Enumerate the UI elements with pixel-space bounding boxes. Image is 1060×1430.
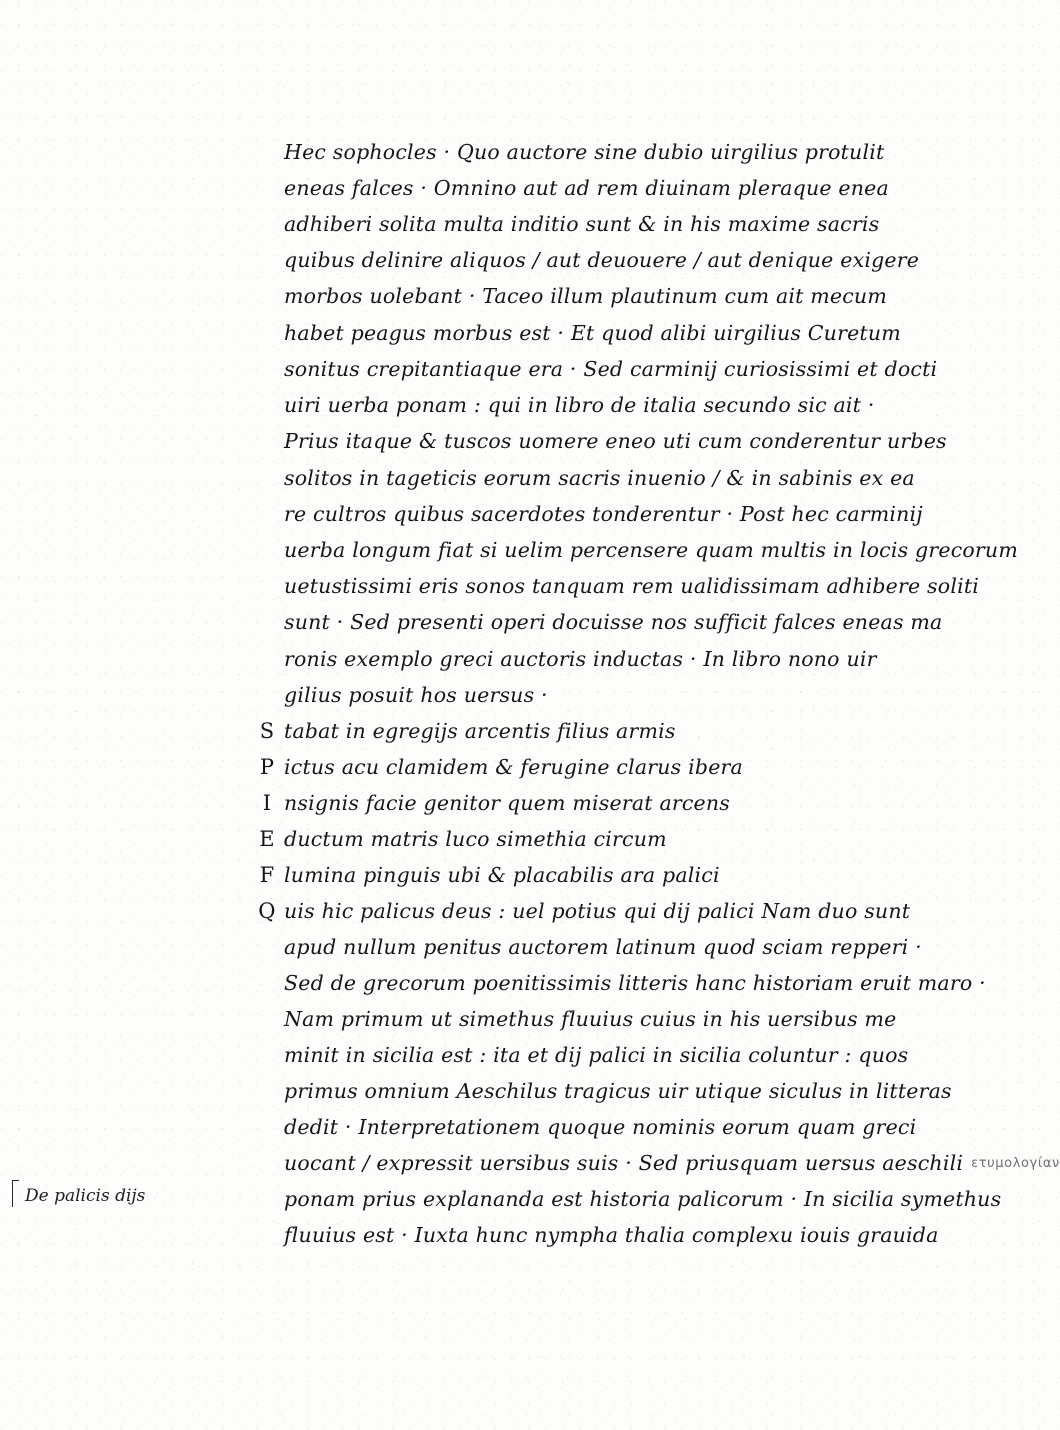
text-line: Prius itaque & tuscos uomere eneo uti cum conderentur urbes (284, 429, 947, 453)
text-line: morbos uolebant · Taceo illum plautinum cum ait mecum (284, 284, 887, 308)
verse-text: ductum matris luco simethia circum (284, 827, 667, 851)
text-line: ronis exemplo greci auctoris inductas · In libro nono uir (284, 647, 877, 671)
text-line: habet peagus morbus est · Et quod alibi uirgilius Curetum (284, 321, 901, 345)
text-line: sunt · Sed presenti operi docuisse nos sufficit falces eneas ma (284, 610, 943, 634)
text-line: quibus delinire aliquos / aut deuouere / aut denique exigere (284, 248, 920, 272)
verse-initial: F (259, 863, 275, 887)
text-line: adhiberi solita multa inditio sunt & in his maxime sacris (284, 212, 880, 236)
text-line: Sed de grecorum poenitissimis litteris hanc historiam eruit maro · (284, 971, 986, 995)
verse-initial: E (259, 827, 275, 851)
verse-text: ictus acu clamidem & ferugine clarus ibera (284, 755, 743, 779)
greek-word: ετυμολογίαν (971, 1156, 1060, 1171)
margin-note-text: De palicis dijs (25, 1186, 146, 1206)
verse-initial: I (262, 791, 272, 815)
text-line: uerba longum fiat si uelim percensere quam multis in locis grecorum (284, 538, 1018, 562)
verse-text: lumina pinguis ubi & placabilis ara palici (284, 863, 720, 887)
text-line: sonitus crepitantiaque era · Sed carminij curiosissimi et docti (284, 357, 938, 381)
margin-bracket (12, 1180, 19, 1207)
verse-text: nsignis facie genitor quem miserat arcens (284, 791, 730, 815)
text-line: fluuius est · Iuxta hunc nympha thalia complexu iouis grauida (284, 1223, 939, 1247)
verse-initial: P (259, 755, 275, 779)
text-line: dedit · Interpretationem quoque nominis eorum quam greci (284, 1115, 917, 1139)
text-line: primus omnium Aeschilus tragicus uir utique siculus in litteras (284, 1079, 952, 1103)
verse-line (262, 789, 730, 817)
verse-line (259, 825, 667, 853)
verse-initial: Q (258, 899, 276, 923)
text-line: gilius posuit hos uersus · (284, 683, 548, 707)
text-line: ponam prius explananda est historia palicorum · In sicilia symethus (284, 1187, 1002, 1211)
text-line: solitos in tageticis eorum sacris inuenio / & in sabinis ex ea (284, 466, 915, 490)
text-line: Nam primum ut simethus fluuius cuius in his uersibus me (284, 1007, 897, 1031)
margin-note (12, 1180, 145, 1208)
text-line (284, 1149, 1060, 1177)
text-line: Hec sophocles · Quo auctore sine dubio uirgilius protulit (284, 140, 885, 164)
text-line: eneas falces · Omnino aut ad rem diuinam pleraque enea (284, 176, 889, 200)
text-line: uetustissimi eris sonos tanquam rem ualidissimam adhibere soliti (284, 574, 980, 598)
text-line: minit in sicilia est : ita et dij palici in sicilia coluntur : quos (284, 1043, 909, 1067)
verse-initial: S (259, 719, 275, 743)
verse-text: uis hic palicus deus : uel potius qui dij palici Nam duo sunt (284, 899, 911, 923)
verse-text: tabat in egregijs arcentis filius armis (284, 719, 676, 743)
verse-line (259, 753, 743, 781)
verse-line (259, 717, 676, 745)
verse-line (259, 861, 720, 889)
text-line: apud nullum penitus auctorem latinum quod sciam repperi · (284, 935, 922, 959)
verse-line (258, 897, 911, 925)
text-line: uiri uerba ponam : qui in libro de italia secundo sic ait · (284, 393, 875, 417)
text-line-content: uocant / expressit uersibus suis · Sed priusquam uersus aeschili (284, 1151, 964, 1175)
text-line: re cultros quibus sacerdotes tonderentur · Post hec carminij (284, 502, 923, 526)
